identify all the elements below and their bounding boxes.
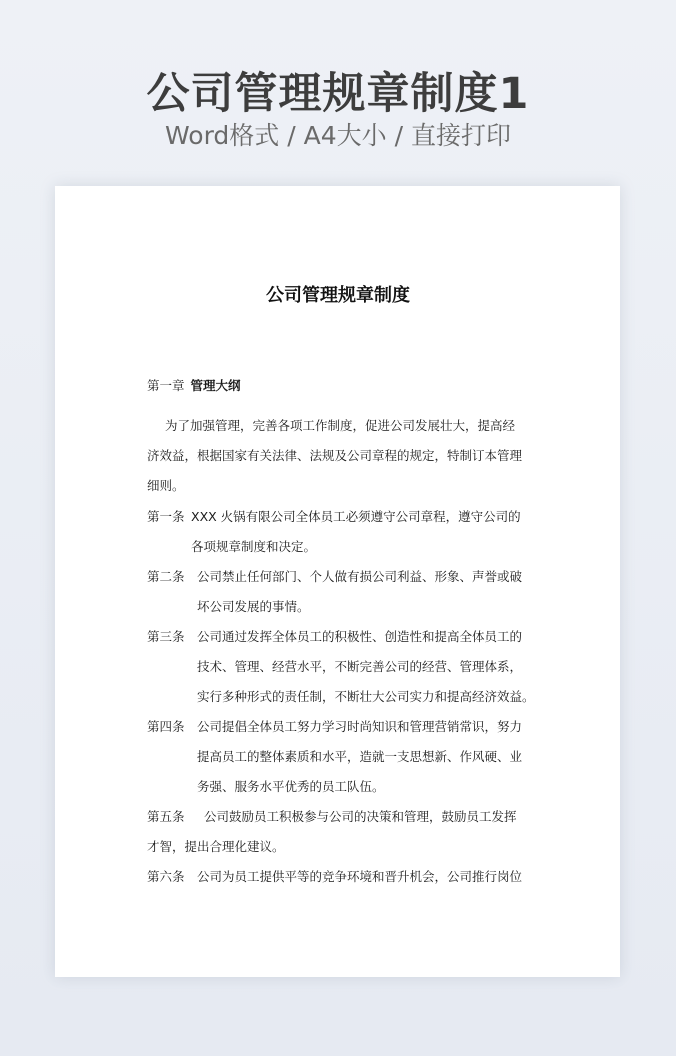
article-label: 第一条 <box>147 509 185 524</box>
chapter-heading <box>147 376 241 396</box>
article-line: XXX 火锅有限公司全体员工必须遵守公司章程，遵守公司的 <box>191 509 521 524</box>
article-line: 公司为员工提供平等的竞争环境和晋升机会，公司推行岗位 <box>197 869 523 884</box>
intro-line: 济效益，根据国家有关法律、法规及公司章程的规定，特制订本管理 <box>147 448 523 463</box>
article-line: 公司通过发挥全体员工的积极性、创造性和提高全体员工的 <box>197 629 523 644</box>
intro-line: 为了加强管理，完善各项工作制度，促进公司发展壮大，提高经 <box>165 418 516 433</box>
article-line: 实行多种形式的责任制，不断壮大公司实力和提高经济效益。 <box>197 689 535 704</box>
promo-title: 公司管理规章制度1 <box>146 69 530 119</box>
article-line: 公司提倡全体员工努力学习时尚知识和管理营销常识，努力 <box>197 719 523 734</box>
article-label: 第二条 <box>147 569 185 584</box>
article-line: 坏公司发展的事情。 <box>197 599 310 614</box>
promo-subtitle: Word格式 / A4大小 / 直接打印 <box>165 121 511 150</box>
article-label: 第三条 <box>147 629 185 644</box>
intro-line: 细则。 <box>147 478 185 493</box>
article-line: 公司禁止任何部门、个人做有损公司利益、形象、声誉或破 <box>197 569 523 584</box>
article-line: 公司鼓励员工积极参与公司的决策和管理，鼓励员工发挥 <box>204 809 517 824</box>
chapter-label: 第一章 <box>147 378 185 393</box>
article-line: 各项规章制度和决定。 <box>191 539 317 554</box>
article-label: 第六条 <box>147 869 185 884</box>
article-line: 才智，提出合理化建议。 <box>147 839 285 854</box>
chapter-title: 管理大纲 <box>190 378 241 393</box>
article-label: 第五条 <box>147 809 185 824</box>
document-title: 公司管理规章制度 <box>266 285 410 306</box>
article-label: 第四条 <box>147 719 185 734</box>
article-line: 务强、服务水平优秀的员工队伍。 <box>197 779 385 794</box>
article-line: 提高员工的整体素质和水平，造就一支思想新、作风硬、业 <box>197 749 523 764</box>
article-line: 技术、管理、经营水平，不断完善公司的经营、管理体系， <box>197 659 523 674</box>
